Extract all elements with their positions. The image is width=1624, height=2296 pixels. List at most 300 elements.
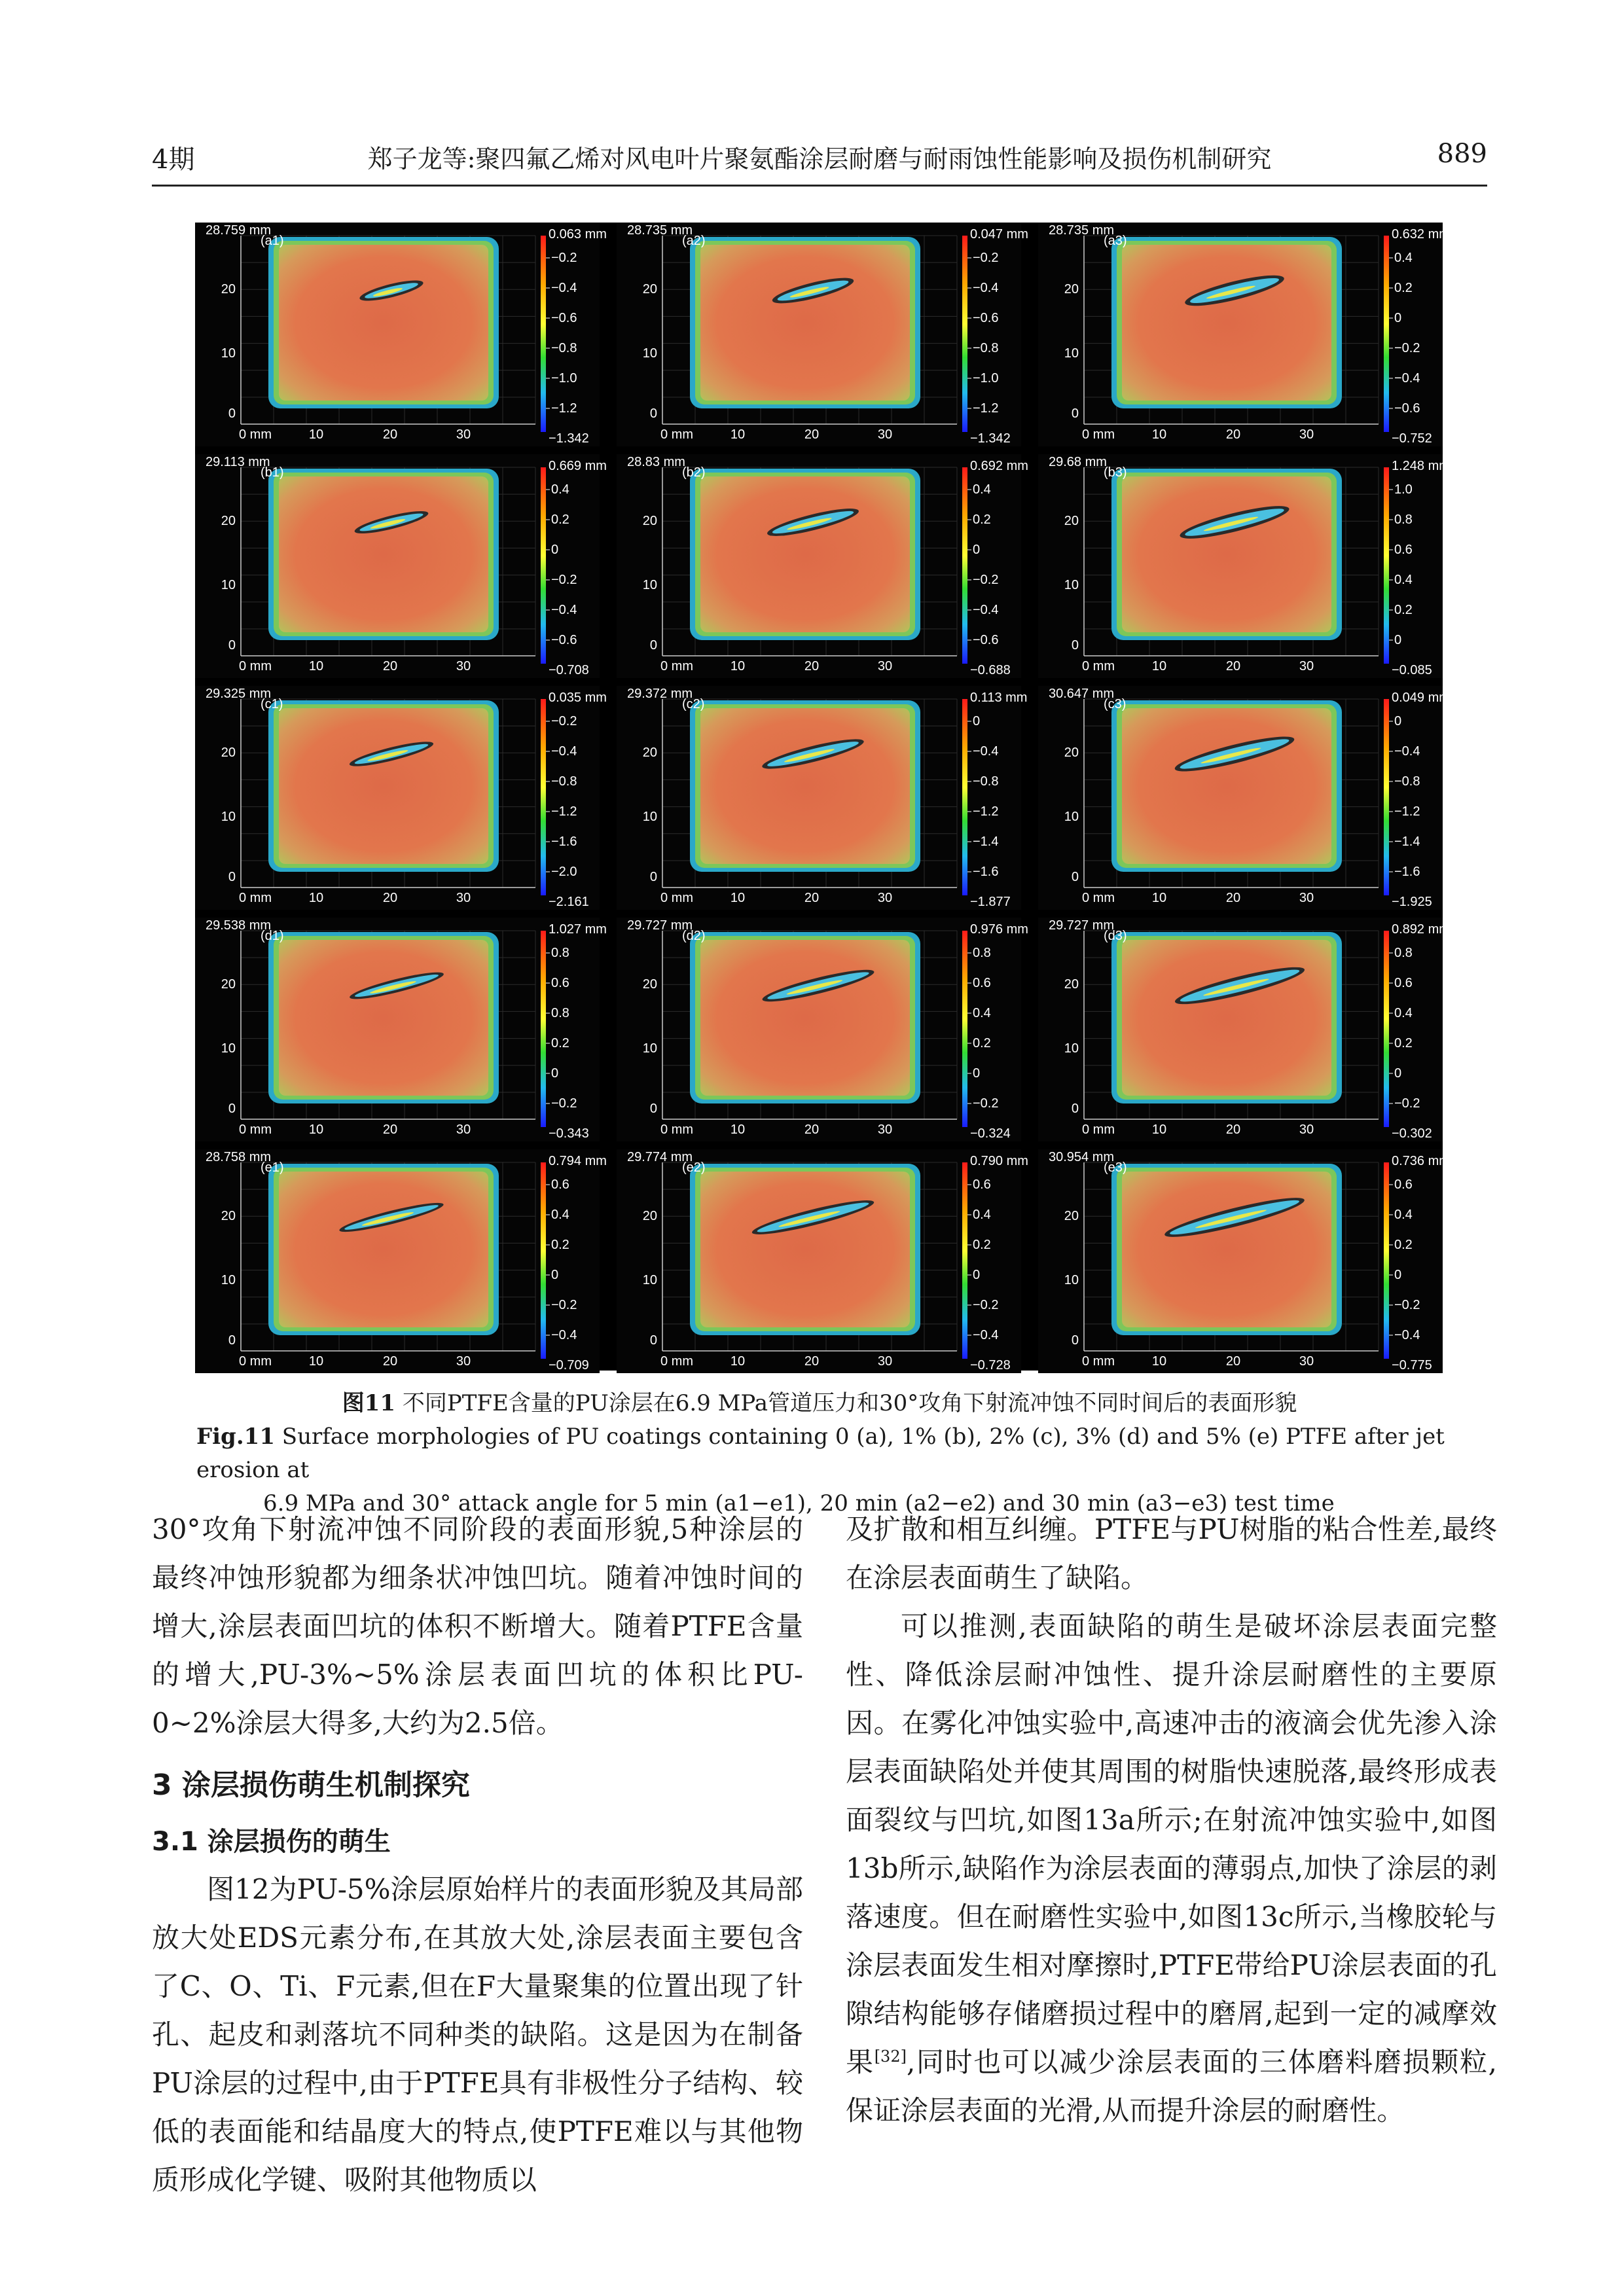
y-tick: 20 <box>1064 514 1079 528</box>
x-tick: 10 <box>1151 891 1167 905</box>
colorbar-tick: 0 <box>1394 311 1402 325</box>
x-tick: 10 <box>1151 427 1167 442</box>
coating-surface <box>1122 1172 1331 1327</box>
colorbar-tick: −1.2 <box>1394 804 1420 819</box>
colorbar-tick: −0.2 <box>551 573 577 587</box>
y-axis-max: 28.758 mm <box>206 1150 272 1164</box>
y-tick: 10 <box>1064 578 1079 592</box>
x-tick: 30 <box>877 427 893 442</box>
colorbar-tick: −0.4 <box>1394 371 1420 386</box>
colorbar-max: 1.248 mm <box>1392 459 1450 473</box>
x-tick: 30 <box>877 1122 893 1137</box>
paragraph-text: ,同时也可以减少涂层表面的三体磨料磨损颗粒,保证涂层表面的光滑,从而提升涂层的耐磨性。 <box>846 2046 1497 2126</box>
y-tick: 10 <box>642 578 657 592</box>
colorbar-min: −0.302 <box>1392 1126 1432 1141</box>
colorbar-tick: −0.2 <box>1394 1096 1420 1111</box>
colorbar-min: −0.775 <box>1392 1358 1432 1372</box>
colorbar-min: −0.324 <box>970 1126 1011 1141</box>
colorbar-min: −1.925 <box>1392 895 1432 909</box>
colorbar-tick: 0.4 <box>1394 1006 1413 1020</box>
panel-label: (e3) <box>1104 1160 1127 1175</box>
x-tick: 0 mm <box>1082 1122 1115 1137</box>
colorbar-tick: 0.2 <box>551 1238 569 1252</box>
x-tick: 10 <box>730 659 746 673</box>
colorbar-max: 0.790 mm <box>970 1154 1028 1168</box>
y-tick: 0 <box>1071 870 1079 884</box>
x-tick: 20 <box>804 659 820 673</box>
y-tick: 0 <box>228 638 236 653</box>
colorbar-max: 1.027 mm <box>549 922 607 937</box>
colorbar-tick: −0.4 <box>973 281 999 295</box>
morphology-panel <box>195 223 607 446</box>
x-tick: 10 <box>308 891 324 905</box>
morphology-panel <box>1038 686 1450 910</box>
page-number: 889 <box>1437 139 1487 169</box>
colorbar-tick: 1.0 <box>1394 482 1413 497</box>
colorbar <box>541 699 546 895</box>
figure-label-zh: 图11 <box>342 1390 396 1416</box>
y-axis-max: 30.954 mm <box>1049 1150 1115 1164</box>
colorbar-tick: 0.2 <box>1394 1036 1413 1050</box>
coating-surface <box>1122 708 1331 864</box>
x-tick: 20 <box>804 1122 820 1137</box>
colorbar-min: −1.342 <box>549 431 589 446</box>
colorbar-tick: 0.8 <box>551 1006 569 1020</box>
morphology-panel <box>1038 454 1450 678</box>
running-header <box>152 139 1487 178</box>
colorbar-max: 0.794 mm <box>549 1154 607 1168</box>
y-tick: 20 <box>221 745 236 760</box>
figure-11 <box>195 223 1450 1372</box>
y-axis-max: 28.759 mm <box>206 223 272 238</box>
colorbar-tick: −0.4 <box>1394 1328 1420 1342</box>
colorbar <box>1384 931 1389 1127</box>
y-tick: 10 <box>221 1273 236 1287</box>
x-tick: 20 <box>1225 1354 1241 1369</box>
morphology-panel <box>1038 918 1450 1141</box>
colorbar-tick: 0.2 <box>973 1238 991 1252</box>
morphology-panel <box>195 918 607 1141</box>
y-tick: 0 <box>649 406 657 421</box>
colorbar-tick: −0.4 <box>551 1328 577 1342</box>
x-tick: 20 <box>382 427 398 442</box>
colorbar-min: −0.688 <box>970 663 1011 677</box>
colorbar <box>541 1162 546 1359</box>
colorbar-tick: −1.4 <box>1394 834 1420 849</box>
colorbar-min: −0.343 <box>549 1126 589 1141</box>
colorbar-tick: 0.6 <box>1394 976 1413 990</box>
y-tick: 20 <box>221 1209 236 1223</box>
colorbar-tick: −0.8 <box>551 341 577 355</box>
colorbar-tick: 0.6 <box>1394 543 1413 557</box>
y-tick: 0 <box>228 1102 236 1116</box>
colorbar-tick: 0.6 <box>973 976 991 990</box>
y-tick: 20 <box>642 977 657 992</box>
x-tick: 20 <box>804 1354 820 1369</box>
colorbar-tick: 0.4 <box>973 1208 991 1222</box>
y-tick: 0 <box>649 870 657 884</box>
x-tick: 30 <box>456 1354 471 1369</box>
y-tick: 20 <box>642 514 657 528</box>
colorbar-tick: −0.6 <box>973 633 999 647</box>
colorbar-max: 0.063 mm <box>549 227 607 242</box>
colorbar <box>1384 236 1389 432</box>
x-tick: 20 <box>1225 1122 1241 1137</box>
panel-label: (b3) <box>1104 465 1127 480</box>
x-tick: 0 mm <box>239 427 272 442</box>
colorbar <box>962 1162 967 1359</box>
colorbar-tick: −0.2 <box>551 1298 577 1312</box>
colorbar-max: 0.035 mm <box>549 691 607 705</box>
colorbar-tick: −1.2 <box>551 804 577 819</box>
x-tick: 10 <box>308 659 324 673</box>
panel-label: (c3) <box>1104 697 1127 711</box>
caption-zh-text: 不同PTFE含量的PU涂层在6.9 MPa管道压力和30°攻角下射流冲蚀不同时间后的表面形貌 <box>402 1390 1297 1416</box>
x-tick: 10 <box>730 1354 746 1369</box>
x-tick: 30 <box>1299 891 1314 905</box>
y-tick: 20 <box>1064 1209 1079 1223</box>
colorbar-min: −0.085 <box>1392 663 1432 677</box>
colorbar-tick: 0.4 <box>1394 1208 1413 1222</box>
y-tick: 10 <box>1064 810 1079 824</box>
panel-label: (c1) <box>261 697 283 711</box>
colorbar-tick: 0 <box>551 1268 559 1282</box>
panel-label: (e2) <box>682 1160 706 1175</box>
y-axis-max: 29.325 mm <box>206 687 272 701</box>
colorbar-tick: −0.4 <box>551 281 577 295</box>
colorbar-max: 0.669 mm <box>549 459 607 473</box>
paragraph: 及扩散和相互纠缠。PTFE与PU树脂的粘合性差,最终在涂层表面萌生了缺陷。 <box>846 1513 1497 1594</box>
x-tick: 0 mm <box>239 1354 272 1369</box>
y-tick: 10 <box>642 346 657 361</box>
colorbar-tick: −0.4 <box>973 603 999 617</box>
panel-label: (e1) <box>261 1160 284 1175</box>
x-tick: 0 mm <box>660 427 693 442</box>
colorbar-max: 0.892 mm <box>1392 922 1450 937</box>
coating-surface <box>279 245 488 401</box>
figure-label-en: Fig.11 <box>196 1424 275 1450</box>
paragraph <box>846 1602 1497 2135</box>
y-tick: 10 <box>642 810 657 824</box>
colorbar-min: −0.709 <box>549 1358 589 1372</box>
x-tick: 0 mm <box>1082 891 1115 905</box>
x-tick: 0 mm <box>660 1122 693 1137</box>
x-tick: 20 <box>382 1354 398 1369</box>
colorbar-min: −2.161 <box>549 895 589 909</box>
colorbar-tick: 0.8 <box>1394 946 1413 960</box>
coating-surface <box>1122 245 1331 401</box>
colorbar-tick: −0.2 <box>973 573 999 587</box>
x-tick: 30 <box>1299 1354 1314 1369</box>
colorbar-tick: −2.0 <box>551 865 577 879</box>
coating-surface <box>279 476 488 632</box>
coating-surface <box>700 708 910 864</box>
y-tick: 0 <box>1071 1333 1079 1348</box>
header-rule <box>152 185 1487 187</box>
colorbar-tick: −0.2 <box>973 251 999 265</box>
colorbar-tick: −0.6 <box>1394 401 1420 416</box>
morphology-panel <box>195 686 607 910</box>
coating-surface <box>1122 940 1331 1096</box>
x-tick: 20 <box>382 891 398 905</box>
colorbar <box>541 236 546 432</box>
y-tick: 20 <box>642 1209 657 1223</box>
colorbar-max: 0.976 mm <box>970 922 1028 937</box>
colorbar-tick: 0 <box>551 1066 559 1081</box>
x-tick: 20 <box>382 1122 398 1137</box>
colorbar-min: −0.752 <box>1392 431 1432 446</box>
left-column <box>152 1505 803 2204</box>
colorbar-tick: 0 <box>973 543 981 557</box>
citation-ref: [32] <box>874 2047 907 2066</box>
panel-label: (a2) <box>682 234 706 248</box>
y-tick: 10 <box>221 1041 236 1056</box>
y-axis-max: 28.83 mm <box>627 455 685 469</box>
y-axis-max: 29.372 mm <box>627 687 693 701</box>
colorbar-tick: 0 <box>551 543 559 557</box>
colorbar-max: 0.736 mm <box>1392 1154 1450 1168</box>
colorbar <box>541 931 546 1127</box>
x-tick: 30 <box>456 1122 471 1137</box>
y-tick: 10 <box>221 810 236 824</box>
paragraph: 图12为PU-5%涂层原始样片的表面形貌及其局部放大处EDS元素分布,在其放大处,涂层表面主要包含了C、O、Ti、F元素,但在F大量聚集的位置出现了针孔、起皮和剥落坑不同种类的缺陷。这是因为在制备PU涂层的过程中,由于PTFE具有非极性分子结构、较低的表面能和结晶度大的特点,使PTFE难以与其他物质形成化学键、吸附其他物质以 <box>152 1873 803 2196</box>
colorbar-tick: −0.2 <box>1394 1298 1420 1312</box>
colorbar-tick: −0.8 <box>1394 774 1420 789</box>
y-tick: 10 <box>221 578 236 592</box>
x-tick: 20 <box>1225 659 1241 673</box>
colorbar-min: −0.728 <box>970 1358 1011 1372</box>
y-axis-max: 29.727 mm <box>1049 918 1115 933</box>
y-axis-max: 29.774 mm <box>627 1150 693 1164</box>
right-column <box>846 1505 1497 2135</box>
colorbar-tick: −0.2 <box>551 714 577 728</box>
caption-en-line1: Surface morphologies of PU coatings containing 0 (a), 1% (b), 2% (c), 3% (d) and 5% (e) PTFE after jet erosion at <box>196 1424 1445 1483</box>
colorbar-tick: −0.8 <box>973 341 999 355</box>
colorbar-tick: 0 <box>973 1066 981 1081</box>
panel-label: (c2) <box>682 697 705 711</box>
x-tick: 10 <box>730 427 746 442</box>
y-tick: 20 <box>1064 977 1079 992</box>
panel-label: (a3) <box>1104 234 1127 248</box>
x-tick: 0 mm <box>239 659 272 673</box>
caption-en-line2: 6.9 MPa and 30° attack angle for 5 min (a1−e1), 20 min (a2−e2) and 30 min (a3−e3) test time <box>263 1490 1335 1516</box>
colorbar-tick: 0 <box>1394 1066 1402 1081</box>
x-tick: 20 <box>804 427 820 442</box>
panel-label: (a1) <box>261 234 284 248</box>
x-tick: 30 <box>456 659 471 673</box>
colorbar-min: −0.708 <box>549 663 589 677</box>
colorbar <box>541 467 546 664</box>
colorbar-tick: −1.0 <box>551 371 577 386</box>
colorbar-tick: −0.6 <box>551 311 577 325</box>
y-tick: 0 <box>228 406 236 421</box>
colorbar-max: 0.047 mm <box>970 227 1028 242</box>
x-tick: 0 mm <box>660 1354 693 1369</box>
colorbar-tick: 0.4 <box>551 482 569 497</box>
colorbar-min: −1.342 <box>970 431 1011 446</box>
colorbar-tick: 0.4 <box>973 1006 991 1020</box>
colorbar-tick: 0.6 <box>973 1177 991 1192</box>
y-tick: 10 <box>1064 1041 1079 1056</box>
x-tick: 10 <box>1151 1354 1167 1369</box>
x-tick: 20 <box>1225 891 1241 905</box>
x-tick: 20 <box>1225 427 1241 442</box>
x-tick: 0 mm <box>1082 1354 1115 1369</box>
colorbar-tick: 0.2 <box>551 1036 569 1050</box>
colorbar-tick: 0 <box>1394 1268 1402 1282</box>
y-tick: 0 <box>649 638 657 653</box>
y-axis-max: 29.113 mm <box>206 455 270 469</box>
coating-surface <box>279 1172 488 1327</box>
x-tick: 30 <box>877 891 893 905</box>
colorbar-max: 0.692 mm <box>970 459 1028 473</box>
colorbar-tick: 0.6 <box>551 976 569 990</box>
x-tick: 0 mm <box>660 891 693 905</box>
colorbar-tick: −1.2 <box>551 401 577 416</box>
colorbar-tick: 0.4 <box>1394 251 1413 265</box>
y-tick: 10 <box>642 1273 657 1287</box>
colorbar-tick: −1.6 <box>551 834 577 849</box>
colorbar-tick: 0.4 <box>1394 573 1413 587</box>
y-axis-max: 28.735 mm <box>1049 223 1115 238</box>
colorbar-tick: 0 <box>1394 633 1402 647</box>
y-axis-max: 29.727 mm <box>627 918 693 933</box>
x-tick: 0 mm <box>239 1122 272 1137</box>
x-tick: 30 <box>877 1354 893 1369</box>
panel-label: (b1) <box>261 465 284 480</box>
panel-label: (d2) <box>682 929 706 943</box>
coating-surface <box>700 476 910 632</box>
x-tick: 10 <box>308 427 324 442</box>
colorbar-tick: 0.8 <box>551 946 569 960</box>
coating-surface <box>700 940 910 1096</box>
panel-label: (b2) <box>682 465 706 480</box>
y-tick: 0 <box>228 870 236 884</box>
y-tick: 20 <box>221 282 236 296</box>
y-axis-max: 28.735 mm <box>627 223 693 238</box>
colorbar-tick: −1.2 <box>973 804 999 819</box>
y-tick: 20 <box>221 514 236 528</box>
subsection-heading: 3.1 涂层损伤的萌生 <box>152 1827 391 1857</box>
running-title: 郑子龙等:聚四氟乙烯对风电叶片聚氨酯涂层耐磨与耐雨蚀性能影响及损伤机制研究 <box>367 145 1272 173</box>
colorbar-tick: −0.2 <box>973 1096 999 1111</box>
coating-surface <box>279 940 488 1096</box>
colorbar-tick: −1.6 <box>1394 865 1420 879</box>
colorbar-tick: 0.6 <box>551 1177 569 1192</box>
issue-number: 4期 <box>152 145 195 175</box>
colorbar-tick: −1.4 <box>973 834 999 849</box>
colorbar-tick: 0 <box>1394 714 1402 728</box>
x-tick: 20 <box>804 891 820 905</box>
y-tick: 0 <box>1071 638 1079 653</box>
colorbar <box>962 236 967 432</box>
morphology-panel <box>617 454 1028 678</box>
x-tick: 30 <box>456 427 471 442</box>
panel-label: (d1) <box>261 929 284 943</box>
x-tick: 0 mm <box>1082 659 1115 673</box>
colorbar-tick: 0.4 <box>551 1208 569 1222</box>
y-axis-max: 29.538 mm <box>206 918 272 933</box>
colorbar-max: 0.113 mm <box>970 691 1028 705</box>
y-tick: 10 <box>1064 1273 1079 1287</box>
colorbar-max: 0.632 mm <box>1392 227 1450 242</box>
colorbar-tick: −0.2 <box>973 1298 999 1312</box>
paragraph: 30°攻角下射流冲蚀不同阶段的表面形貌,5种涂层的最终冲蚀形貌都为细条状冲蚀凹坑。随着冲蚀时间的增大,涂层表面凹坑的体积不断增大。随着PTFE含量的增大,PU-3%~5%涂层表面凹坑的体积比PU-0~2%涂层大得多,大约为2.5倍。 <box>152 1513 803 1739</box>
colorbar-tick: −0.8 <box>551 774 577 789</box>
panel-label: (d3) <box>1104 929 1127 943</box>
y-tick: 10 <box>221 346 236 361</box>
colorbar-max: 0.049 mm <box>1392 691 1450 705</box>
colorbar-tick: 0.4 <box>973 482 991 497</box>
morphology-panel <box>1038 1149 1450 1373</box>
colorbar-tick: −0.8 <box>973 774 999 789</box>
x-tick: 10 <box>730 891 746 905</box>
coating-surface <box>700 1172 910 1327</box>
colorbar-tick: 0.6 <box>1394 1177 1413 1192</box>
colorbar-tick: 0 <box>973 714 981 728</box>
colorbar-tick: −0.6 <box>973 311 999 325</box>
y-tick: 0 <box>228 1333 236 1348</box>
paragraph-text: 可以推测,表面缺陷的萌生是破坏涂层表面完整性、降低涂层耐冲蚀性、提升涂层耐磨性的主要原因。在雾化冲蚀实验中,高速冲击的液滴会优先渗入涂层表面缺陷处并使其周围的树脂快速脱落,最终形成表面裂纹与凹坑,如图13a所示;在射流冲蚀实验中,如图13b所示,缺陷作为涂层表面的薄弱点,加快了涂层的剥落速度。但在耐磨性实验中,如图13c所示,当橡胶轮与涂层表面发生相对摩擦时,PTFE带给PU涂层表面的孔隙结构能够存储磨损过程中的磨屑,起到一定的减摩效果 <box>846 1610 1497 2078</box>
colorbar-tick: −0.4 <box>551 603 577 617</box>
figure-caption-zh <box>152 1385 1487 1417</box>
colorbar-tick: −1.2 <box>973 401 999 416</box>
colorbar-tick: 0.2 <box>973 1036 991 1050</box>
x-tick: 30 <box>1299 1122 1314 1137</box>
x-tick: 30 <box>456 891 471 905</box>
y-tick: 20 <box>642 282 657 296</box>
x-tick: 0 mm <box>239 891 272 905</box>
colorbar-tick: −0.2 <box>1394 341 1420 355</box>
y-tick: 20 <box>1064 745 1079 760</box>
colorbar-tick: 0.8 <box>973 946 991 960</box>
y-axis-max: 30.647 mm <box>1049 687 1115 701</box>
y-tick: 20 <box>221 977 236 992</box>
x-tick: 30 <box>877 659 893 673</box>
coating-surface <box>700 245 910 401</box>
y-tick: 20 <box>1064 282 1079 296</box>
colorbar-tick: −0.2 <box>551 251 577 265</box>
morphology-panel <box>617 1149 1028 1373</box>
colorbar-min: −1.877 <box>970 895 1011 909</box>
colorbar <box>962 931 967 1127</box>
colorbar <box>1384 1162 1389 1359</box>
colorbar-tick: 0 <box>973 1268 981 1282</box>
colorbar <box>1384 699 1389 895</box>
colorbar-tick: 0.2 <box>973 512 991 527</box>
y-tick: 0 <box>649 1333 657 1348</box>
y-tick: 0 <box>1071 1102 1079 1116</box>
colorbar-tick: 0.2 <box>1394 281 1413 295</box>
x-tick: 0 mm <box>660 659 693 673</box>
x-tick: 20 <box>382 659 398 673</box>
colorbar-tick: 0.2 <box>1394 603 1413 617</box>
coating-surface <box>279 708 488 864</box>
x-tick: 30 <box>1299 659 1314 673</box>
y-tick: 10 <box>1064 346 1079 361</box>
colorbar-tick: −1.0 <box>973 371 999 386</box>
morphology-panel <box>1038 223 1450 446</box>
colorbar-tick: 0.8 <box>1394 512 1413 527</box>
coating-surface <box>1122 476 1331 632</box>
colorbar-tick: −0.4 <box>973 744 999 759</box>
x-tick: 10 <box>308 1354 324 1369</box>
colorbar <box>962 467 967 664</box>
colorbar-tick: −0.4 <box>973 1328 999 1342</box>
x-tick: 10 <box>1151 659 1167 673</box>
colorbar-tick: −0.2 <box>551 1096 577 1111</box>
y-tick: 0 <box>649 1102 657 1116</box>
